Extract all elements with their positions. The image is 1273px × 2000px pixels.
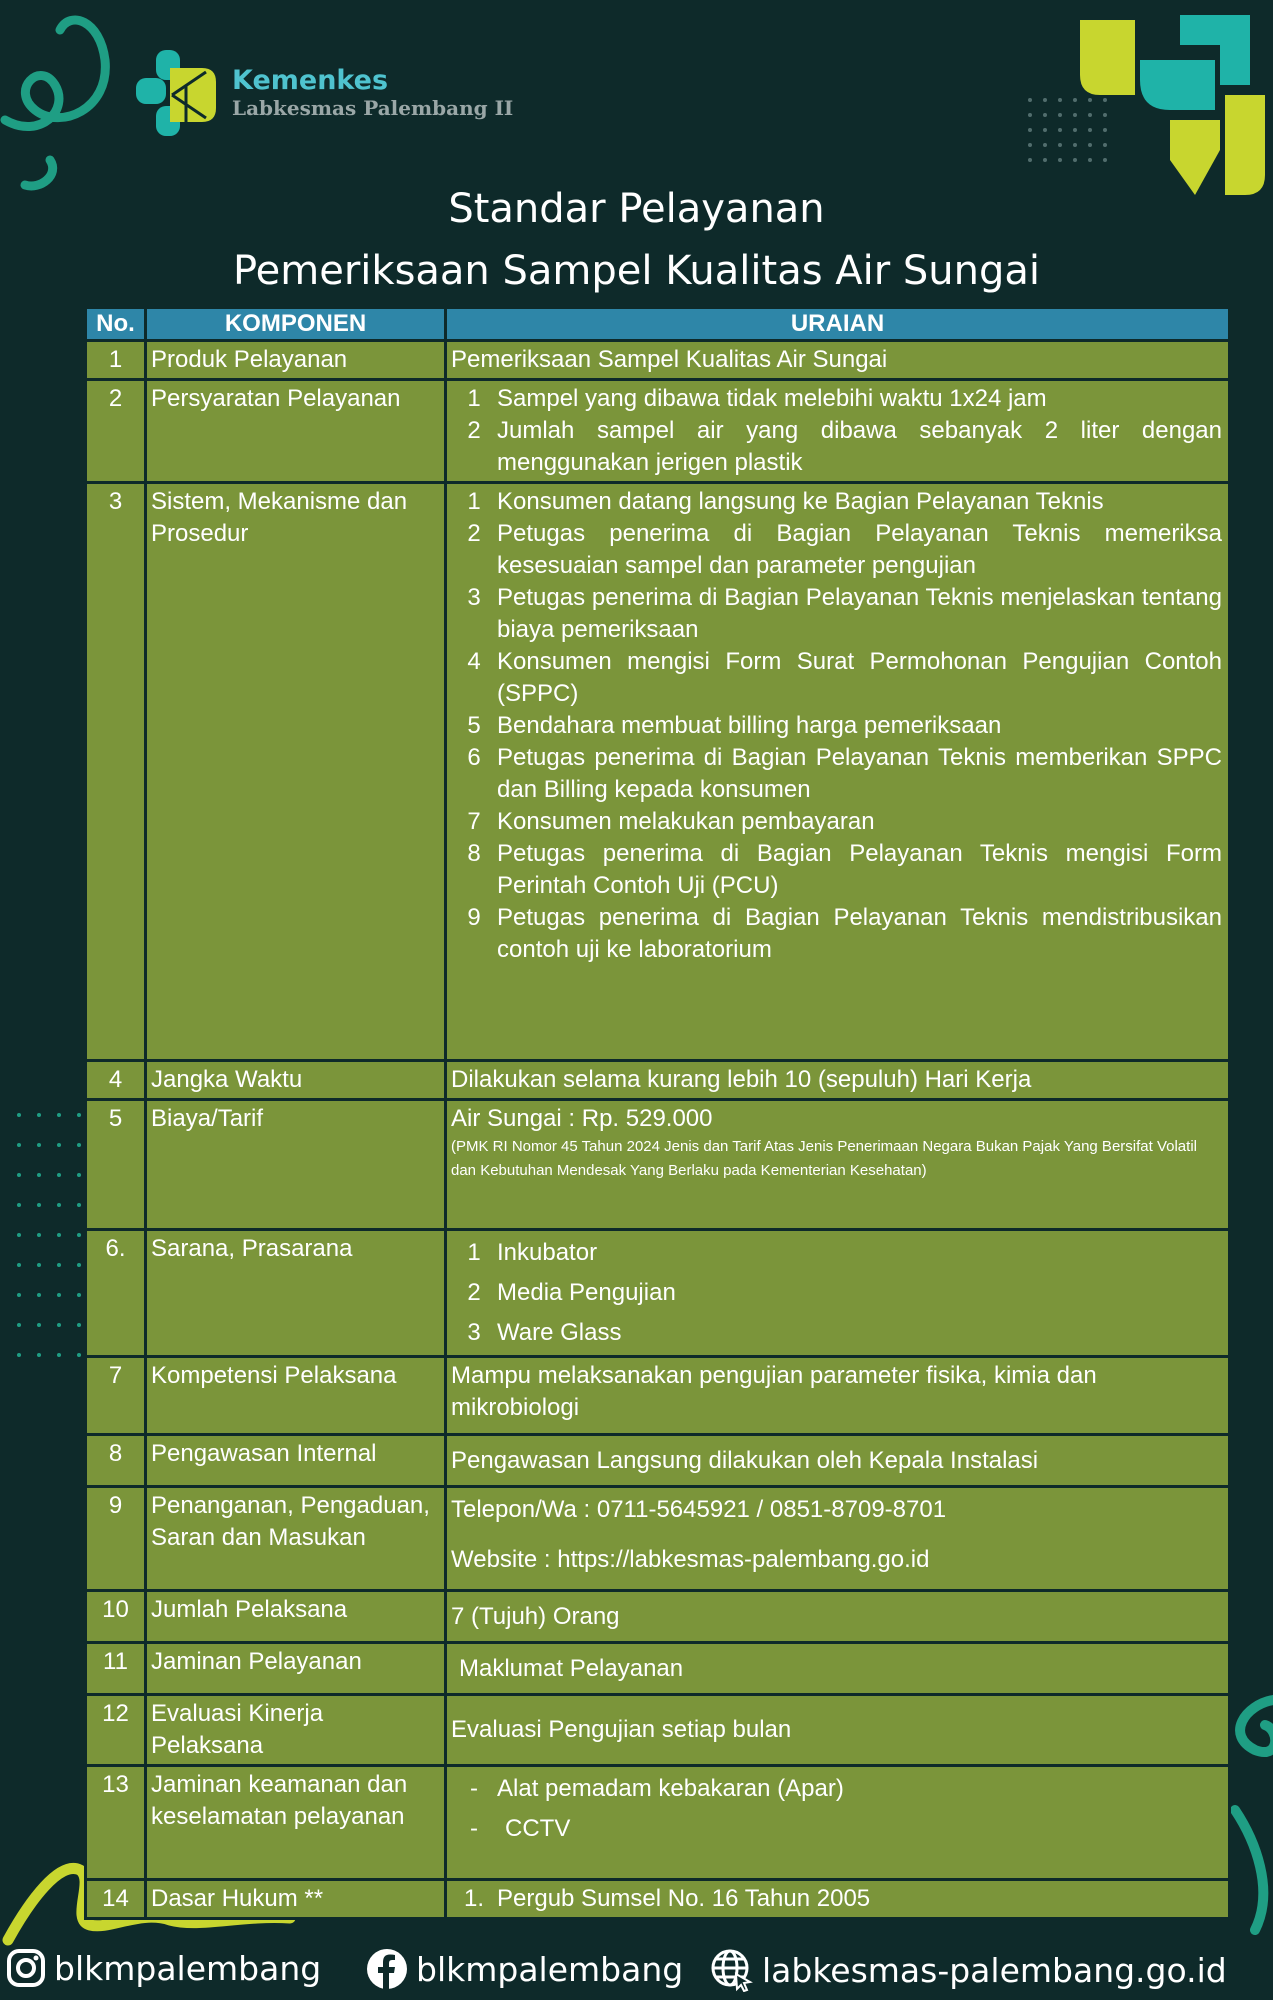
row-komponen: Sarana, Prasarana (146, 1230, 446, 1357)
list-item: - Alat pemadam kebakaran (Apar) (470, 1775, 844, 1802)
row-number: 11 (86, 1643, 146, 1695)
row-number: 3 (86, 483, 146, 1061)
facebook-icon (366, 1948, 408, 1990)
list-item: 1. Pergub Sumsel No. 16 Tahun 2005 (463, 1885, 871, 1912)
row-number: 5 (86, 1100, 146, 1230)
table-row (86, 1100, 1230, 1230)
contact-website: Website : https://labkesmas-palembang.go.id (451, 1546, 930, 1573)
row-komponen: Biaya/Tarif (146, 1100, 446, 1230)
row-uraian: Evaluasi Pengujian setiap bulan (446, 1695, 1230, 1766)
list-item: 2 Jumlah sampel air yang dibawa sebanyak 2 liter dengan menggunakan jerigen plastik (467, 417, 1222, 476)
row-uraian: Mampu melaksanakan pengujian parameter fisika, kimia dan mikrobiologi (446, 1357, 1230, 1435)
contact-phone: Telepon/Wa : 0711-5645921 / 0851-8709-8701 (451, 1496, 947, 1523)
header-uraian: URAIAN (446, 308, 1230, 341)
row-number: 10 (86, 1591, 146, 1643)
list-item: 1 Inkubator (467, 1239, 598, 1266)
title-line-1: Standar Pelayanan (448, 186, 825, 232)
row-komponen: Dasar Hukum ** (146, 1880, 446, 1919)
list-item: 2 Petugas penerima di Bagian Pelayanan Teknis memeriksa kesesuaian sampel dan parameter pengujian (467, 520, 1222, 579)
table-row (86, 1435, 1230, 1487)
header-no: No. (86, 308, 146, 341)
website-link[interactable] (710, 1948, 1227, 1992)
list-item: 6 Petugas penerima di Bagian Pelayanan Teknis memberikan SPPC dan Billing kepada konsumen (467, 744, 1222, 803)
tariff-legal-note: (PMK RI Nomor 45 Tahun 2024 Jenis dan Tarif Atas Jenis Penerimaan Negara Bukan Pajak Yang Bersifat Volatil dan Kebutuhan Mendesak Yang Berlaku pada Kementerian Kesehatan) (451, 1138, 1197, 1179)
row-uraian (446, 483, 1230, 1061)
row-number: 9 (86, 1487, 146, 1591)
page-title (0, 178, 1273, 302)
row-uraian: Pemeriksaan Sampel Kualitas Air Sungai (446, 341, 1230, 380)
row-komponen: Jangka Waktu (146, 1061, 446, 1100)
table-row (86, 483, 1230, 1061)
table-header-row (86, 308, 1230, 341)
list-item: 3 Ware Glass (467, 1319, 622, 1346)
list-item: 1 Konsumen datang langsung ke Bagian Pelayanan Teknis (467, 488, 1104, 515)
row-komponen: Penanganan, Pengaduan, Saran dan Masukan (146, 1487, 446, 1591)
row-komponen: Jumlah Pelaksana (146, 1591, 446, 1643)
table-row (86, 1695, 1230, 1766)
row-komponen: Kompetensi Pelaksana (146, 1357, 446, 1435)
row-number: 6. (86, 1230, 146, 1357)
table-row (86, 1766, 1230, 1880)
tariff-value: Air Sungai : Rp. 529.000 (451, 1105, 713, 1132)
row-uraian (446, 380, 1230, 483)
list-item: 5 Bendahara membuat billing harga pemeriksaan (467, 712, 1002, 739)
list-item: 1 Sampel yang dibawa tidak melebihi waktu 1x24 jam (467, 385, 1047, 412)
instagram-icon (6, 1948, 46, 1988)
list-item: - CCTV (470, 1815, 571, 1842)
facebook-link[interactable] (366, 1948, 683, 1990)
header-komponen: KOMPONEN (146, 308, 446, 341)
row-uraian: 7 (Tujuh) Orang (446, 1591, 1230, 1643)
list-item: 7 Konsumen melakukan pembayaran (467, 808, 875, 835)
brand-name: Kemenkes (232, 65, 389, 96)
table-row (86, 1487, 1230, 1591)
row-komponen: Jaminan keamanan dan keselamatan pelayanan (146, 1766, 446, 1880)
social-footer (0, 1944, 1273, 1994)
list-item: 2 Media Pengujian (467, 1279, 676, 1306)
table-row (86, 1591, 1230, 1643)
row-uraian: Dilakukan selama kurang lebih 10 (sepuluh) Hari Kerja (446, 1061, 1230, 1100)
row-komponen: Produk Pelayanan (146, 341, 446, 380)
row-uraian (446, 1230, 1230, 1357)
table-row (86, 1230, 1230, 1357)
kemenkes-logo-icon (136, 50, 218, 136)
list-item: 8 Petugas penerima di Bagian Pelayanan Teknis mengisi Form Perintah Contoh Uji (PCU) (467, 840, 1222, 899)
row-komponen: Persyaratan Pelayanan (146, 380, 446, 483)
swirl-decoration-top-left (0, 0, 130, 200)
table-row (86, 380, 1230, 483)
title-line-2: Pemeriksaan Sampel Kualitas Air Sungai (232, 248, 1041, 294)
table-row (86, 1880, 1230, 1919)
row-uraian: Maklumat Pelayanan (446, 1643, 1230, 1695)
row-komponen: Sistem, Mekanisme dan Prosedur (146, 483, 446, 1061)
globe-icon (710, 1948, 754, 1992)
row-uraian (446, 1487, 1230, 1591)
row-komponen: Pengawasan Internal (146, 1435, 446, 1487)
row-number: 14 (86, 1880, 146, 1919)
row-number: 8 (86, 1435, 146, 1487)
table-row (86, 1061, 1230, 1100)
row-komponen: Jaminan Pelayanan (146, 1643, 446, 1695)
row-number: 12 (86, 1695, 146, 1766)
list-item: 9 Petugas penerima di Bagian Pelayanan Teknis mendistribusikan contoh uji ke laboratorium (467, 904, 1222, 963)
table-row (86, 341, 1230, 380)
row-uraian (446, 1880, 1230, 1919)
website-url: labkesmas-palembang.go.id (762, 1950, 1227, 1990)
instagram-handle: blkmpalembang (54, 1948, 322, 1988)
service-standard-table (84, 306, 1231, 1920)
row-number: 1 (86, 341, 146, 380)
row-number: 4 (86, 1061, 146, 1100)
row-number: 7 (86, 1357, 146, 1435)
facebook-handle: blkmpalembang (416, 1949, 684, 1989)
brand-logo (136, 50, 513, 136)
list-item: 3 Petugas penerima di Bagian Pelayanan Teknis menjelaskan tentang biaya pemeriksaan (467, 584, 1222, 643)
row-uraian (446, 1100, 1230, 1230)
row-uraian (446, 1766, 1230, 1880)
row-number: 13 (86, 1766, 146, 1880)
row-number: 2 (86, 380, 146, 483)
list-item: 4 Konsumen mengisi Form Surat Permohonan Pengujian Contoh (SPPC) (467, 648, 1222, 707)
brand-unit: Labkesmas Palembang II (232, 96, 514, 120)
table-row (86, 1357, 1230, 1435)
instagram-link[interactable] (6, 1948, 321, 1988)
row-uraian: Pengawasan Langsung dilakukan oleh Kepala Instalasi (446, 1435, 1230, 1487)
row-komponen: Evaluasi Kinerja Pelaksana (146, 1695, 446, 1766)
table-row (86, 1643, 1230, 1695)
dot-grid-decoration-left (14, 1105, 84, 1365)
